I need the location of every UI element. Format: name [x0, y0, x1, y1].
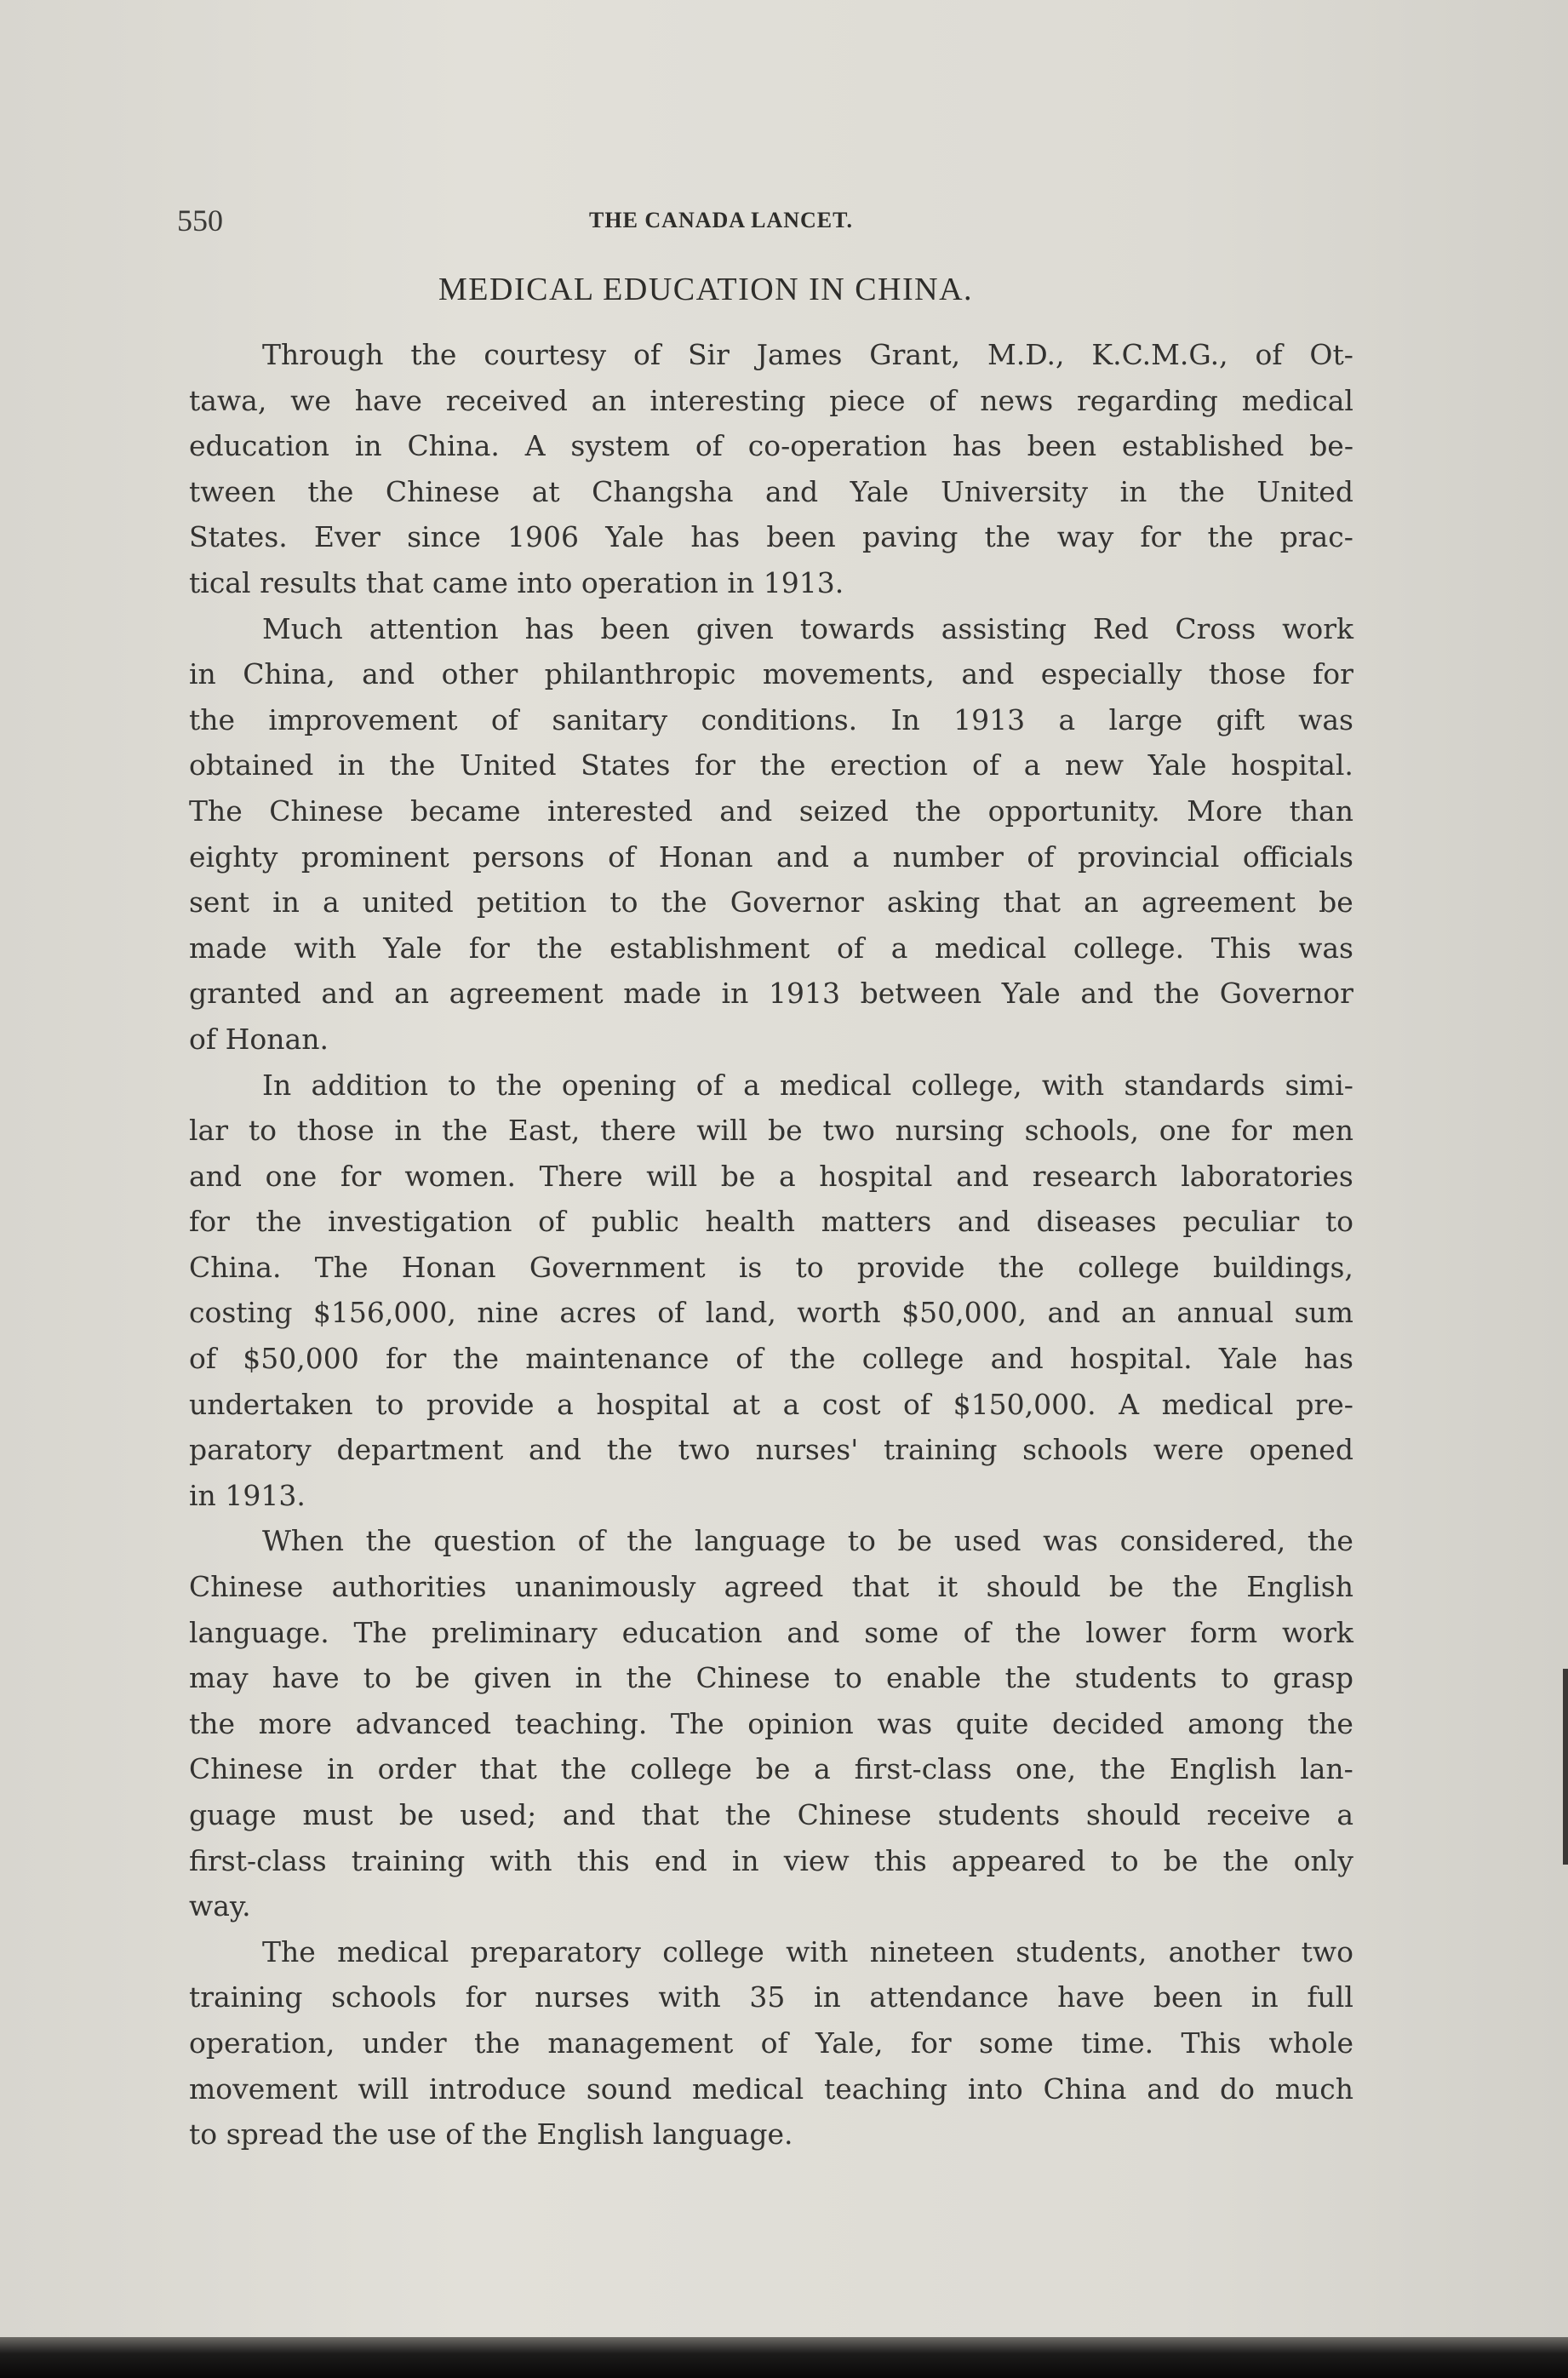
text-line: eighty prominent persons of Honan and a number of provincial officials: [189, 839, 1353, 874]
text-line: granted and an agreement made in 1913 between Yale and the Governor: [189, 977, 1353, 1011]
text-line: obtained in the United States for the erection of a new Yale hospital.: [189, 748, 1353, 782]
paragraph: [189, 332, 1353, 606]
text-line: The Chinese became interested and seized the opportunity. More than: [189, 794, 1353, 828]
text-line: and one for women. There will be a hospital and research laboratories: [189, 1159, 1353, 1193]
text-line: first-class training with this end in view this appeared to be the only: [189, 1843, 1353, 1877]
text-line: way.: [189, 1889, 251, 1923]
text-line: of $50,000 for the maintenance of the college and hospital. Yale has: [189, 1342, 1353, 1376]
text-line: training schools for nurses with 35 in attendance have been in full: [189, 1980, 1353, 2014]
text-line: language. The preliminary education and some of the lower form work: [189, 1615, 1353, 1649]
text-line: paratory department and the two nurses' training schools were opened: [189, 1433, 1353, 1467]
paragraph: [189, 606, 1353, 1063]
text-line: When the question of the language to be used was considered, the: [262, 1524, 1353, 1558]
text-line: movement will introduce sound medical teaching into China and do much: [189, 2071, 1353, 2106]
scan-bottom-edge: [0, 2337, 1568, 2378]
running-title: THE CANADA LANCET.: [589, 208, 854, 232]
text-line: the improvement of sanitary conditions. In 1913 a large gift was: [189, 702, 1353, 736]
text-line: guage must be used; and that the Chinese students should receive a: [189, 1798, 1353, 1831]
text-line: operation, under the management of Yale, for some time. This whole: [189, 2026, 1353, 2060]
text-line: to spread the use of the English language.: [189, 2117, 793, 2152]
text-line: tical results that came into operation in 1913.: [189, 565, 844, 599]
text-line: In addition to the opening of a medical college, with standards simi-: [262, 1068, 1353, 1102]
text-line: The medical preparatory college with nineteen students, another two: [262, 1934, 1353, 1968]
text-line: made with Yale for the establishment of a medical college. This was: [189, 931, 1353, 965]
text-line: States. Ever since 1906 Yale has been paving the way for the prac-: [189, 520, 1353, 554]
text-line: sent in a united petition to the Governor asking that an agreement be: [189, 885, 1353, 920]
page-number: 550: [177, 203, 223, 238]
text-line: Chinese in order that the college be a first-class one, the English lan-: [189, 1752, 1353, 1786]
text-line: Through the courtesy of Sir James Grant, M.D., K.C.M.G., of Ot-: [262, 338, 1353, 371]
paragraph: [189, 1518, 1353, 1928]
text-line: tawa, we have received an interesting piece of news regarding medical: [189, 383, 1353, 417]
text-line: undertaken to provide a hospital at a cost of $150,000. A medical pre-: [189, 1387, 1353, 1421]
paragraph: [189, 1929, 1353, 2157]
paragraph: [189, 1063, 1353, 1519]
text-line: of Honan.: [189, 1022, 329, 1056]
page-edge-shadow: [1563, 1669, 1568, 1865]
text-line: the more advanced teaching. The opinion was quite decided among the: [189, 1706, 1353, 1740]
article-title: MEDICAL EDUCATION IN CHINA.: [438, 272, 974, 307]
text-line: tween the Chinese at Changsha and Yale University in the United: [189, 474, 1353, 508]
text-line: education in China. A system of co-operation has been established be-: [189, 429, 1353, 463]
text-line: Much attention has been given towards assisting Red Cross work: [262, 611, 1353, 645]
text-line: may have to be given in the Chinese to enable the students to grasp: [189, 1661, 1353, 1695]
text-line: in China, and other philanthropic movements, and especially those for: [189, 657, 1353, 691]
text-line: Chinese authorities unanimously agreed that it should be the English: [189, 1570, 1353, 1604]
text-line: China. The Honan Government is to provide the college buildings,: [189, 1250, 1353, 1284]
text-line: lar to those in the East, there will be two nursing schools, one for men: [189, 1114, 1353, 1148]
article-body: [189, 332, 1353, 2157]
text-line: for the investigation of public health matters and diseases peculiar to: [189, 1205, 1353, 1239]
text-line: costing $156,000, nine acres of land, worth $50,000, and an annual sum: [189, 1296, 1353, 1330]
text-line: in 1913.: [189, 1478, 306, 1512]
